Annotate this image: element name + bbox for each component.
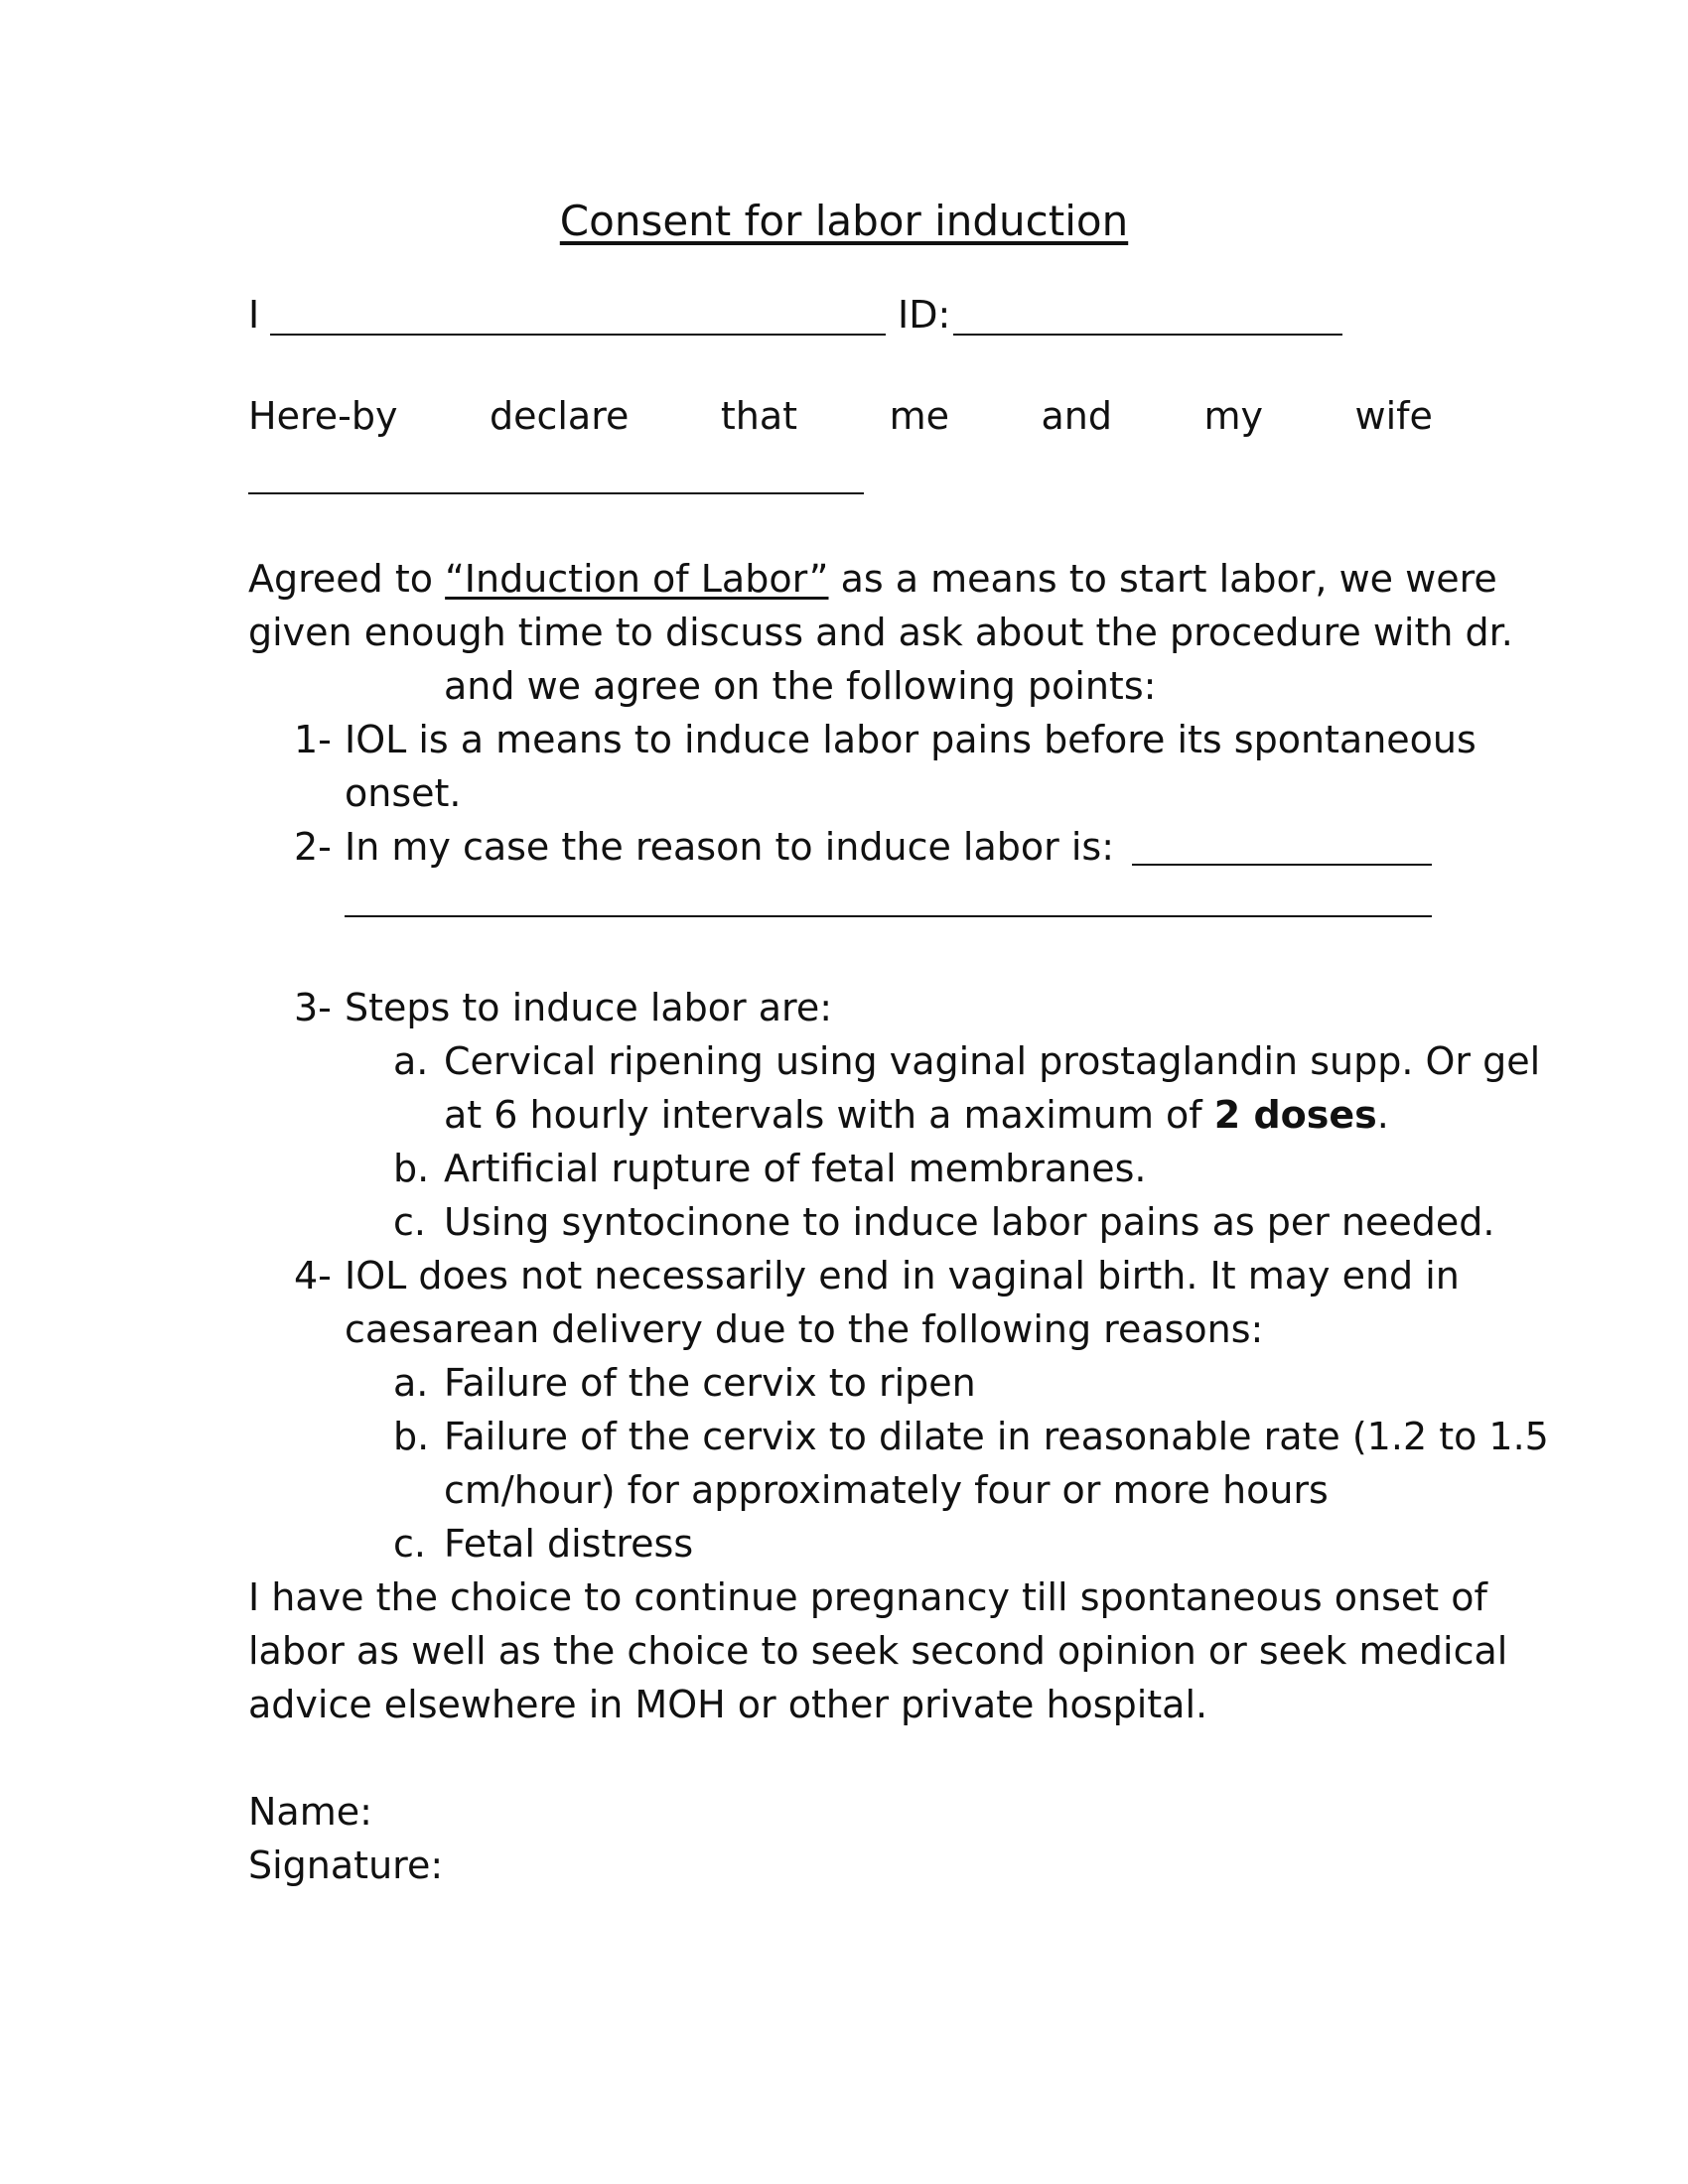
name-label: Name:: [248, 1790, 372, 1834]
item-3-number: 3-: [294, 986, 332, 1029]
item-3c-letter: c.: [393, 1200, 426, 1244]
item-1-line-1: IOL is a means to induce labor pains before its spontaneous: [345, 718, 1477, 761]
item-4a-letter: a.: [393, 1361, 429, 1405]
reason-blank-line-2[interactable]: [345, 915, 1432, 917]
item-4a-text: Failure of the cervix to ripen: [444, 1361, 976, 1405]
id-label: ID:: [898, 293, 951, 337]
hereby-line: Here-by declare that me and my wife: [248, 394, 1433, 438]
item-4-number: 4-: [294, 1254, 332, 1297]
item-4-line-2: caesarean delivery due to the following reasons:: [345, 1307, 1264, 1351]
item-3c-text: Using syntocinone to induce labor pains as per needed.: [444, 1200, 1495, 1244]
item-4b-letter: b.: [393, 1415, 430, 1458]
i-prefix: I: [248, 293, 260, 337]
item-4b-line-1: Failure of the cervix to dilate in reasonable rate (1.2 to 1.5: [444, 1415, 1549, 1458]
item-1-line-2: onset.: [345, 771, 462, 815]
item-2-number: 2-: [294, 825, 332, 869]
item-4c-text: Fetal distress: [444, 1522, 694, 1566]
agreed-line-1: Agreed to “Induction of Labor” as a means to start labor, we were: [248, 557, 1497, 601]
item-3a-line-2: at 6 hourly intervals with a maximum of 2 doses.: [444, 1093, 1389, 1137]
wife-name-blank-line[interactable]: [248, 492, 864, 494]
reason-blank-line-1[interactable]: [1132, 864, 1432, 866]
item-3a-letter: a.: [393, 1039, 429, 1083]
agreed-line-2: given enough time to discuss and ask about the procedure with dr.: [248, 611, 1513, 654]
item-4-line-1: IOL does not necessarily end in vaginal birth. It may end in: [345, 1254, 1460, 1297]
name-blank-line[interactable]: [270, 334, 886, 336]
item-3b-letter: b.: [393, 1147, 430, 1190]
item-3-text: Steps to induce labor are:: [345, 986, 832, 1029]
item-4b-line-2: cm/hour) for approximately four or more hours: [444, 1468, 1329, 1512]
item-2-text: In my case the reason to induce labor is:: [345, 825, 1114, 869]
item-3b-text: Artificial rupture of fetal membranes.: [444, 1147, 1147, 1190]
item-1-number: 1-: [294, 718, 332, 761]
closing-line-1: I have the choice to continue pregnancy till spontaneous onset of: [248, 1575, 1487, 1619]
id-blank-line[interactable]: [953, 334, 1342, 336]
closing-line-2: labor as well as the choice to seek second opinion or seek medical: [248, 1629, 1508, 1673]
closing-line-3: advice elsewhere in MOH or other private hospital.: [248, 1683, 1208, 1726]
page-title: Consent for labor induction: [559, 197, 1129, 245]
item-3a-line-1: Cervical ripening using vaginal prostaglandin supp. Or gel: [444, 1039, 1541, 1083]
signature-label: Signature:: [248, 1843, 444, 1887]
item-4c-letter: c.: [393, 1522, 426, 1566]
agreed-line-3: and we agree on the following points:: [444, 664, 1157, 708]
